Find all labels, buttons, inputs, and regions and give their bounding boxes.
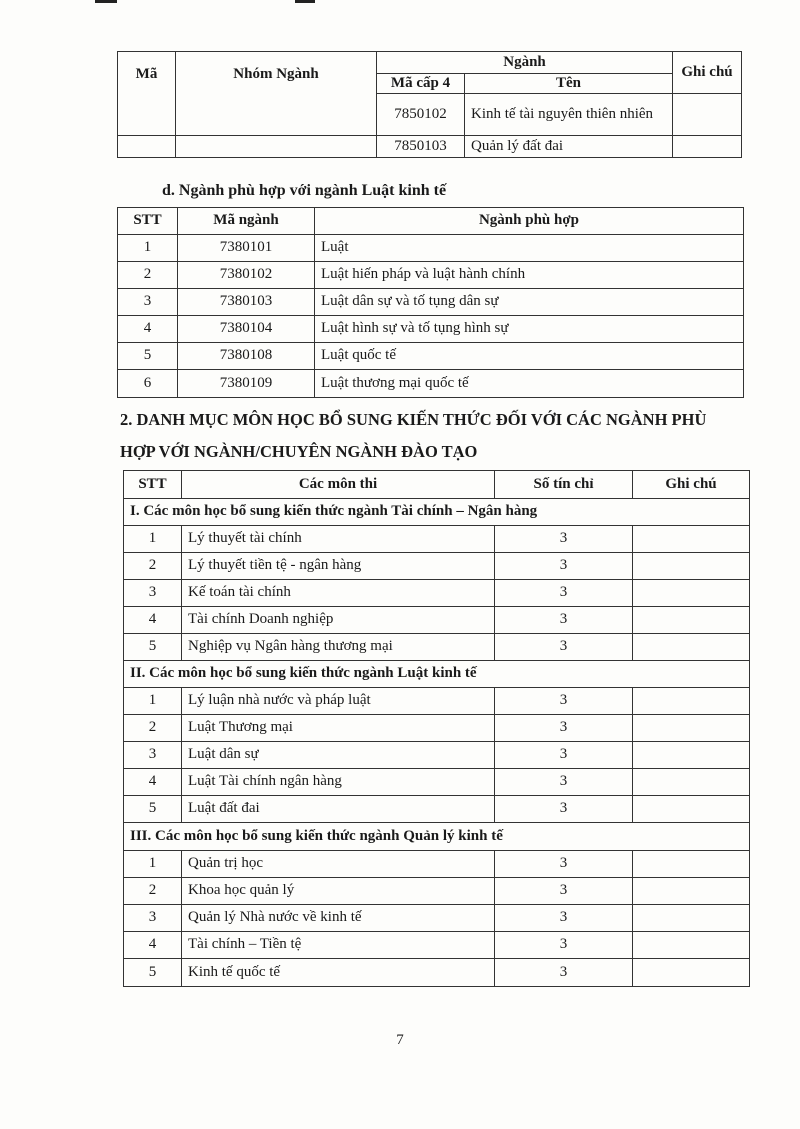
row-credits: 3 [495, 742, 633, 769]
table-row [124, 634, 750, 661]
row-credits: 3 [495, 905, 633, 932]
row-stt: 3 [124, 905, 182, 932]
row-stt: 4 [118, 316, 178, 343]
row-stt: 1 [118, 235, 178, 262]
row-stt: 2 [124, 553, 182, 580]
row-credits: 3 [495, 553, 633, 580]
row-note [633, 526, 750, 553]
row-subject: Quản lý Nhà nước về kinh tế [182, 905, 495, 932]
row-subject: Lý thuyết tài chính [182, 526, 495, 553]
row-note [633, 878, 750, 905]
table-row [124, 553, 750, 580]
row-name: Luật [315, 235, 744, 262]
row-name: Luật thương mại quốc tế [315, 370, 744, 398]
scan-mark [95, 0, 117, 3]
row-credits: 3 [495, 580, 633, 607]
row-stt: 3 [124, 742, 182, 769]
row-subject: Lý luận nhà nước và pháp luật [182, 688, 495, 715]
group-title: I. Các môn học bổ sung kiến thức ngành Tài chính – Ngân hàng [124, 499, 750, 526]
table-cell-empty [118, 136, 176, 158]
row-note [633, 634, 750, 661]
table-cell-empty [176, 136, 377, 158]
row-note [633, 851, 750, 878]
table-row [118, 370, 744, 398]
row-stt: 5 [118, 343, 178, 370]
table-row [118, 316, 744, 343]
row-credits: 3 [495, 715, 633, 742]
table-cell-code: 7850102 [377, 94, 465, 136]
header-ma: Mã [118, 52, 176, 136]
table-row [118, 289, 744, 316]
row-note [633, 553, 750, 580]
row-subject: Luật đất đai [182, 796, 495, 823]
row-code: 7380104 [178, 316, 315, 343]
table-row [124, 769, 750, 796]
row-subject: Khoa học quản lý [182, 878, 495, 905]
row-credits: 3 [495, 526, 633, 553]
table-row [124, 878, 750, 905]
table-row [124, 688, 750, 715]
row-credits: 3 [495, 634, 633, 661]
matching-majors-table [117, 207, 744, 398]
header-tin-chi: Số tín chỉ [495, 471, 633, 499]
row-stt: 4 [124, 932, 182, 959]
row-stt: 3 [118, 289, 178, 316]
header-ten: Tên [465, 74, 673, 94]
table-row [124, 959, 750, 987]
table-row [124, 580, 750, 607]
row-name: Luật hiến pháp và luật hành chính [315, 262, 744, 289]
header-ma-nganh: Mã ngành [178, 208, 315, 235]
scan-mark [295, 0, 315, 3]
row-subject: Luật Tài chính ngân hàng [182, 769, 495, 796]
header-stt: STT [118, 208, 178, 235]
table-row [124, 851, 750, 878]
row-subject: Luật Thương mại [182, 715, 495, 742]
row-credits: 3 [495, 932, 633, 959]
row-subject: Kế toán tài chính [182, 580, 495, 607]
row-name: Luật hình sự và tố tụng hình sự [315, 316, 744, 343]
row-code: 7380103 [178, 289, 315, 316]
table-row [124, 526, 750, 553]
table-row [118, 235, 744, 262]
row-note [633, 905, 750, 932]
group-title: III. Các môn học bổ sung kiến thức ngành Quản lý kinh tế [124, 823, 750, 851]
group-title: II. Các môn học bổ sung kiến thức ngành Luật kinh tế [124, 661, 750, 688]
row-subject: Luật dân sự [182, 742, 495, 769]
row-stt: 2 [124, 715, 182, 742]
header-mon-thi: Các môn thi [182, 471, 495, 499]
table-row [124, 715, 750, 742]
row-stt: 4 [124, 607, 182, 634]
row-name: Luật quốc tế [315, 343, 744, 370]
row-note [633, 932, 750, 959]
row-stt: 5 [124, 634, 182, 661]
table-row [118, 262, 744, 289]
row-stt: 5 [124, 959, 182, 987]
row-credits: 3 [495, 796, 633, 823]
section-d-heading: d. Ngành phù hợp với ngành Luật kinh tế [162, 182, 447, 199]
table-cell-note [673, 94, 742, 136]
header-stt: STT [124, 471, 182, 499]
row-credits: 3 [495, 959, 633, 987]
row-credits: 3 [495, 851, 633, 878]
row-subject: Tài chính – Tiền tệ [182, 932, 495, 959]
row-note [633, 607, 750, 634]
row-note [633, 715, 750, 742]
section-2-heading-line2: HỢP VỚI NGÀNH/CHUYÊN NGÀNH ĐÀO TẠO [120, 442, 478, 461]
table-row [124, 905, 750, 932]
row-note [633, 688, 750, 715]
row-stt: 6 [118, 370, 178, 398]
row-credits: 3 [495, 607, 633, 634]
row-note [633, 742, 750, 769]
row-subject: Kinh tế quốc tế [182, 959, 495, 987]
row-stt: 1 [124, 688, 182, 715]
row-stt: 1 [124, 851, 182, 878]
row-credits: 3 [495, 769, 633, 796]
row-note [633, 796, 750, 823]
row-stt: 2 [118, 262, 178, 289]
row-note [633, 769, 750, 796]
header-nganh-phu-hop: Ngành phù hợp [315, 208, 744, 235]
header-ma-cap-4: Mã cấp 4 [377, 74, 465, 94]
table-row [124, 742, 750, 769]
major-group-table [117, 51, 742, 158]
header-nganh: Ngành [377, 52, 673, 74]
row-subject: Lý thuyết tiền tệ - ngân hàng [182, 553, 495, 580]
section-2-heading-line1: 2. DANH MỤC MÔN HỌC BỔ SUNG KIẾN THỨC ĐỐI VỚI CÁC NGÀNH PHÙ [120, 410, 707, 429]
table-row [118, 343, 744, 370]
supplementary-subjects-table [123, 470, 750, 987]
row-code: 7380109 [178, 370, 315, 398]
table-cell-note [673, 136, 742, 158]
header-ghi-chu: Ghi chú [633, 471, 750, 499]
row-code: 7380102 [178, 262, 315, 289]
table-cell-name: Kinh tế tài nguyên thiên nhiên [465, 94, 673, 136]
row-stt: 4 [124, 769, 182, 796]
row-note [633, 580, 750, 607]
page-number: 7 [396, 1032, 404, 1048]
table-row [124, 796, 750, 823]
row-credits: 3 [495, 878, 633, 905]
row-note [633, 959, 750, 987]
row-code: 7380101 [178, 235, 315, 262]
header-nhom-nganh: Nhóm Ngành [176, 52, 377, 136]
row-stt: 3 [124, 580, 182, 607]
row-subject: Nghiệp vụ Ngân hàng thương mại [182, 634, 495, 661]
table-row [124, 932, 750, 959]
table-cell-name: Quản lý đất đai [465, 136, 673, 158]
row-stt: 1 [124, 526, 182, 553]
row-stt: 5 [124, 796, 182, 823]
table-row [124, 607, 750, 634]
row-credits: 3 [495, 688, 633, 715]
row-name: Luật dân sự và tố tụng dân sự [315, 289, 744, 316]
table-cell-code: 7850103 [377, 136, 465, 158]
row-subject: Quản trị học [182, 851, 495, 878]
row-stt: 2 [124, 878, 182, 905]
row-subject: Tài chính Doanh nghiệp [182, 607, 495, 634]
header-ghi-chu: Ghi chú [673, 52, 742, 94]
row-code: 7380108 [178, 343, 315, 370]
